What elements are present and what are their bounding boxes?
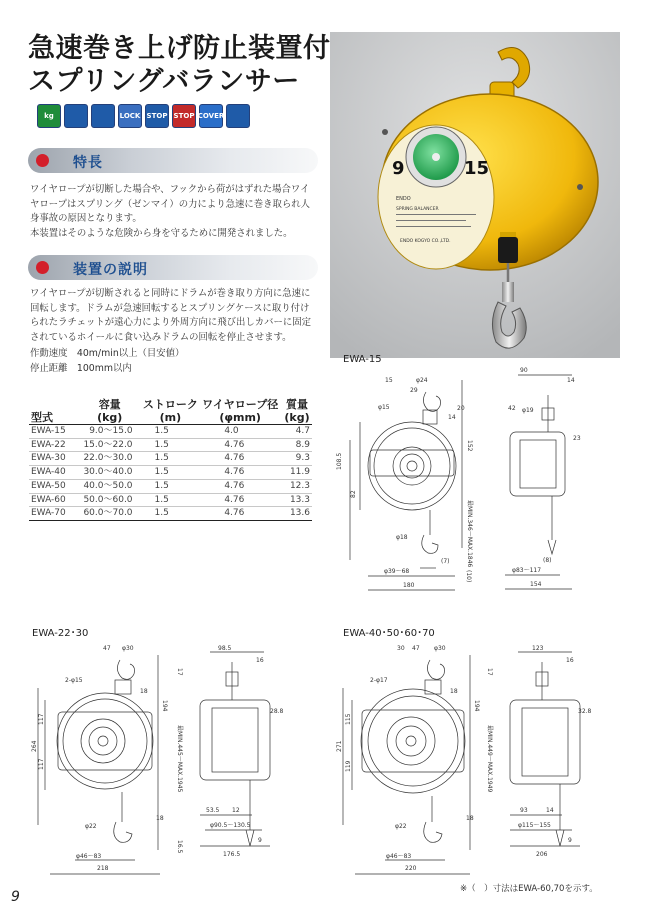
svg-text:220: 220 xyxy=(405,865,417,872)
lock-icon: LOCK xyxy=(118,104,142,128)
svg-text:47: 47 xyxy=(412,645,420,652)
svg-text:9: 9 xyxy=(258,837,262,844)
svg-text:φ115～155: φ115～155 xyxy=(518,822,551,829)
svg-text:φ19: φ19 xyxy=(522,407,534,414)
svg-text:176.5: 176.5 xyxy=(223,851,241,858)
svg-text:14: 14 xyxy=(546,807,554,814)
text-line: 本装置はそのような危険から身を守るために開発されました。 xyxy=(30,227,293,239)
svg-text:φ24: φ24 xyxy=(416,377,428,384)
svg-text:φ90.5～130.5: φ90.5～130.5 xyxy=(210,822,251,829)
table-cell: EWA-40 xyxy=(29,466,77,480)
col-header: ワイヤロープ径 (φmm) xyxy=(202,398,279,424)
svg-text:(8): (8) xyxy=(543,557,552,564)
photo-label-right: 15 xyxy=(464,158,490,179)
bullet-icon xyxy=(36,261,49,274)
section-header-description xyxy=(28,255,318,280)
text-line: 身事故の原因となります。 xyxy=(30,213,142,225)
table-cell: 1.5 xyxy=(143,452,199,466)
technical-drawings xyxy=(0,340,650,885)
table-cell: 4.76 xyxy=(198,452,282,466)
svg-text:115: 115 xyxy=(345,713,352,725)
svg-text:φ46～83: φ46～83 xyxy=(76,853,102,860)
footnote: ※（ ）寸法はEWA-60,70を示す。 xyxy=(460,884,598,894)
table-cell: 11.9 xyxy=(282,466,312,480)
caption-ewa15: EWA-15 xyxy=(343,354,382,365)
svg-text:12: 12 xyxy=(232,807,240,814)
table-cell: EWA-30 xyxy=(29,452,77,466)
table-cell: 1.5 xyxy=(143,507,199,521)
table-cell: 4.76 xyxy=(198,493,282,507)
table-cell: 4.7 xyxy=(282,425,312,439)
caption-ewa40: EWA-40･50･60･70 xyxy=(343,628,435,639)
svg-text:180: 180 xyxy=(403,582,415,589)
text-line: 回転します。ドラムが急速回転するとスプリングケースに取り付け xyxy=(30,302,310,314)
table-cell: EWA-70 xyxy=(29,507,77,521)
table-cell: 4.76 xyxy=(198,479,282,493)
table-cell: EWA-15 xyxy=(29,425,77,439)
svg-text:123: 123 xyxy=(532,645,544,652)
photo-nameplate: SPRING BALANCER xyxy=(396,207,439,212)
svg-text:206: 206 xyxy=(536,851,548,858)
svg-text:φ18: φ18 xyxy=(396,534,408,541)
ewa2230-front-view xyxy=(31,645,184,874)
table-cell: 1.5 xyxy=(143,425,199,439)
svg-text:最MIN.346～MAX.1846: 最MIN.346～MAX.1846 xyxy=(466,500,473,568)
table-cell: EWA-50 xyxy=(29,479,77,493)
svg-text:16.5: 16.5 xyxy=(176,840,183,854)
svg-text:42: 42 xyxy=(508,405,516,412)
section-heading: 特長 xyxy=(73,155,103,171)
svg-text:98.5: 98.5 xyxy=(218,645,232,652)
table-cell: 13.3 xyxy=(282,493,312,507)
table-cell: 4.0 xyxy=(198,425,282,439)
svg-text:(10): (10) xyxy=(465,570,472,583)
svg-text:30: 30 xyxy=(397,645,405,652)
svg-text:φ15: φ15 xyxy=(378,404,390,411)
table-cell: 30.0～40.0 xyxy=(77,466,143,480)
svg-text:φ30: φ30 xyxy=(434,645,446,652)
svg-text:14: 14 xyxy=(448,414,456,421)
bullet-icon xyxy=(36,154,49,167)
svg-text:93: 93 xyxy=(520,807,528,814)
table-cell: 15.0～22.0 xyxy=(77,438,143,452)
kg-icon: kg xyxy=(37,104,61,128)
stop-up-icon: STOP xyxy=(172,104,196,128)
svg-text:最MIN.445～MAX.1945: 最MIN.445～MAX.1945 xyxy=(176,725,183,793)
svg-text:108.5: 108.5 xyxy=(336,452,343,470)
table-cell: 1.5 xyxy=(143,466,199,480)
svg-text:271: 271 xyxy=(336,740,343,752)
hook-up-icon xyxy=(64,104,88,128)
svg-text:90: 90 xyxy=(520,367,528,374)
table-cell: 4.76 xyxy=(198,507,282,521)
svg-text:20: 20 xyxy=(457,405,465,412)
feature-icon-row xyxy=(37,104,250,130)
svg-text:152: 152 xyxy=(466,440,473,452)
svg-text:47: 47 xyxy=(103,645,111,652)
svg-text:117: 117 xyxy=(38,713,45,725)
svg-text:17: 17 xyxy=(486,668,493,676)
svg-text:264: 264 xyxy=(31,740,38,752)
text-line: ワイヤロープが切断した場合や、フックから荷がはずれた場合ワイ xyxy=(30,184,310,195)
spec-line: 停止距離 100mm以内 xyxy=(30,362,132,374)
svg-text:17: 17 xyxy=(176,668,183,676)
product-photo xyxy=(330,32,620,358)
svg-text:23: 23 xyxy=(573,435,581,442)
text-line: ワイヤロープが切断されると同時にドラムが巻き取り方向に急速に xyxy=(30,288,311,299)
svg-text:32.8: 32.8 xyxy=(578,708,592,715)
table-cell: 9.0～15.0 xyxy=(77,425,143,439)
table-cell: 50.0～60.0 xyxy=(77,493,143,507)
text-line: ヤロープはスプリング（ゼンマイ）の力により急速に巻き取られ人 xyxy=(30,198,311,210)
svg-text:29: 29 xyxy=(410,387,418,394)
cover-icon: COVER xyxy=(199,104,223,128)
title-line-1: 急速巻き上げ防止装置付 xyxy=(28,33,331,64)
svg-text:53.5: 53.5 xyxy=(206,807,220,814)
features-text xyxy=(30,183,322,241)
svg-text:18: 18 xyxy=(450,688,458,695)
svg-text:2-φ17: 2-φ17 xyxy=(370,677,388,684)
table-cell: 4.76 xyxy=(198,438,282,452)
svg-text:φ22: φ22 xyxy=(85,823,97,830)
section-heading: 装置の説明 xyxy=(73,262,148,278)
svg-text:28.8: 28.8 xyxy=(270,708,284,715)
table-cell: 12.3 xyxy=(282,479,312,493)
table-cell: 9.3 xyxy=(282,452,312,466)
caption-ewa2230: EWA-22･30 xyxy=(32,628,89,639)
svg-text:14: 14 xyxy=(567,377,575,384)
ewa15-front-view xyxy=(336,377,474,590)
svg-text:(7): (7) xyxy=(441,558,450,565)
ewa40-front-view xyxy=(336,645,494,874)
section-header-features xyxy=(28,148,318,173)
table-cell: 13.6 xyxy=(282,507,312,521)
table-cell: 1.5 xyxy=(143,479,199,493)
ewa15-side-view xyxy=(505,367,581,589)
table-cell: 22.0～30.0 xyxy=(77,452,143,466)
table-cell: EWA-22 xyxy=(29,438,77,452)
col-header: ストローク (m) xyxy=(142,398,198,424)
ewa2230-side-view xyxy=(200,645,284,858)
svg-text:2-φ15: 2-φ15 xyxy=(65,677,83,684)
svg-text:最MIN.449～MAX.1949: 最MIN.449～MAX.1949 xyxy=(486,725,493,793)
table-cell: 1.5 xyxy=(143,493,199,507)
svg-text:18: 18 xyxy=(156,815,164,822)
text-line: られたラチェットが遠心力により外周方向に飛び出しカバーに固定 xyxy=(30,317,311,329)
svg-text:φ22: φ22 xyxy=(395,823,407,830)
svg-text:82: 82 xyxy=(350,490,357,498)
svg-text:218: 218 xyxy=(97,865,109,872)
svg-text:16: 16 xyxy=(566,657,574,664)
table-cell: 8.9 xyxy=(282,438,312,452)
photo-maker: ENDO KOGYO CO.,LTD. xyxy=(400,239,451,244)
svg-text:194: 194 xyxy=(161,700,168,712)
col-header: 質量 (kg) xyxy=(284,398,310,424)
svg-text:φ46～83: φ46～83 xyxy=(386,853,412,860)
table-cell: EWA-60 xyxy=(29,493,77,507)
svg-text:16: 16 xyxy=(256,657,264,664)
svg-text:φ39～68: φ39～68 xyxy=(384,568,410,575)
col-header: 容量 (kg) xyxy=(97,398,123,424)
svg-text:194: 194 xyxy=(473,700,480,712)
svg-text:119: 119 xyxy=(345,760,352,772)
table-cell: 4.76 xyxy=(198,466,282,480)
photo-label-left: 9 xyxy=(392,158,405,179)
hook-down-icon xyxy=(91,104,115,128)
stop-down-icon: STOP xyxy=(145,104,169,128)
page-title xyxy=(28,32,331,98)
svg-text:9: 9 xyxy=(568,837,572,844)
table-cell: 40.0～50.0 xyxy=(77,479,143,493)
ewa40-side-view xyxy=(510,645,592,858)
photo-brand: ENDO xyxy=(396,196,411,202)
title-line-2: スプリングバランサー xyxy=(28,66,300,97)
spec-line: 作動速度 40m/min以上（目安値） xyxy=(30,348,185,360)
svg-text:φ83～117: φ83～117 xyxy=(512,567,542,574)
svg-text:154: 154 xyxy=(530,581,542,588)
svg-text:φ30: φ30 xyxy=(122,645,134,652)
svg-text:117: 117 xyxy=(38,758,45,770)
svg-text:18: 18 xyxy=(140,688,148,695)
adjust-icon xyxy=(226,104,250,128)
text-line: されているホイールに食い込みドラムの回転を停止させます。 xyxy=(30,331,292,343)
svg-text:18: 18 xyxy=(466,815,474,822)
col-header: 型式 xyxy=(31,411,53,424)
svg-text:15: 15 xyxy=(385,377,393,384)
page-number: 9 xyxy=(11,889,20,905)
table-cell: 1.5 xyxy=(143,438,199,452)
table-cell: 60.0～70.0 xyxy=(77,507,143,521)
